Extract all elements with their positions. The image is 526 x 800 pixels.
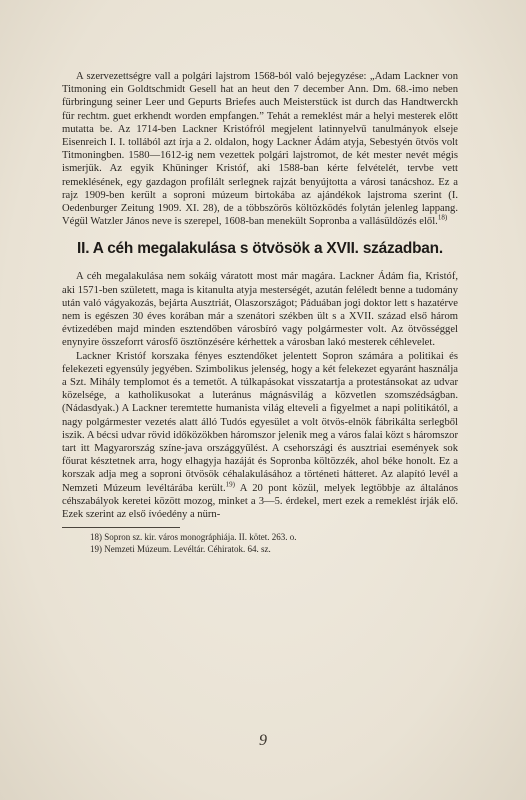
text-column bbox=[62, 70, 458, 555]
paragraph-text: A szervezettségre vall a polgári lajstrom 1568-ból való bejegyzése: „Adam Lackner von Titmoning ein Goldtschmidt Gesell hat an heut den 7 december Ann. Dm. 68.-imo neben fürbringung seiner Leer und Gepurts Briefes auch Meisterstück ist durch das Handtwerckh für rechtm. guet erkhendt worden empfangen.” Tehát a remeklést már a helyi mesterek előtt mutatta be. Az 1714-ben Lackner Kristófról megjelent latinnyelvű tanulmányok elseje Eisenreich I. I. tollából azt írja a 2. oldalon, hogy Lackner Ádám atyja, Sebestyén ötvös volt Titmoningben. 1580—1612-ig nem vezettek polgári lajstromot, de két mester nevét mégis ismerjük. Az egyik Khüninger Kristóf, aki 1588-ban kérte felvételét, tervbe vett remeklésének, egy gazdagon profilált serlegnek rajzát benyújtotta a városi tanácshoz. Ez a rajz 1909-ben került a soproni múzeum birtokába az ajándékok lajstroma szerint (I. Oedenburger Zeitung 1909. XI. 28), de a többszörös költözködés folytán jelenleg lappang. Végül Watzler János neve is szerepel, 1608-ban menekült Sopronba a vallásüldözés elől. bbox=[62, 71, 458, 228]
footnote-ref-19: 19) bbox=[225, 480, 235, 489]
footnote-19: 19) Nemzeti Múzeum. Levéltár. Céhiratok. 64. sz. bbox=[90, 543, 271, 554]
paragraph-text-continued: A 20 pont közül, melyek legtöbbje az általános céhszabályok keretei között mozog, minket a 3—5. érdekel, mert ezek a remeklést írják elő. Ezek szerint az első ívóedény a nürn- bbox=[62, 482, 458, 521]
footnote-divider bbox=[62, 527, 180, 528]
paragraph-guild-registry bbox=[62, 70, 458, 228]
footnote-18: 18) Sopron sz. kir. város monográphiája. II. kötet. 263. o. bbox=[90, 532, 297, 543]
paragraph-lackner-era bbox=[62, 350, 458, 522]
footnote-ref-18: 18) bbox=[437, 213, 448, 222]
section-two bbox=[62, 270, 458, 521]
paragraph-guild-founding: A céh megalakulása nem sokáig váratott most már magára. Lackner Ádám fia, Kristóf, aki 1571-ben született, maga is kitanulta atyja mesterségét, azután feléledt benne a tudomány után való vágyakozás, bejárta Ausztriát, Olaszországot; Páduában jogi doktor lett s hazatérve nem is egészen 30 éves korában már a szenátori székben ült s a XVII. század első három évtizedében majd minden esztendőben városbíró vagy polgármester volt. Az ötvösséggel enynyire összeforrt városfő ösztönzésére kérhettek a városban lakó mesterek céhlevelet. bbox=[62, 271, 458, 349]
page-number: 9 bbox=[259, 732, 267, 749]
paragraph-text: Lackner Kristóf korszaka fényes esztendőket jelentett Sopron számára a politikai és felekezeti egyensúly jegyében. Szimbolikus jelenség, hogy a két felekezet egyaránt használja a Szt. Mihály templomot és a temetőt. A túlkapásokat visszatartja a protestánsokat az udvar közelsége, a katholikusokat a luteránus mágnásvilág a közvetlen szomszédságban. (Nádasdyak.) A Lackner teremtette humanista világ elteveli a figyelmet a napi politikától, a nagy polgármester vezetés alatt álló Tudós egyesület a volt ötvös-elnök fábrikálta serlegből iszik. A bécsi udvar rövid időközökben háromszor jelenik meg a város falai közt s háromszor tart itt Magyarország színe-java országgyűlést. A csehországi és ausztriai események sok főurat késztetnek arra, hogy elhagyja hazáját és Sopronba költözzék, ahol béke honolt. Ez a korszak adja meg a soproni ötvösök céhalakulásához a történeti hátteret. Az alapító levél a Nemzeti Múzeum levéltárába került. bbox=[62, 350, 458, 494]
section-one bbox=[62, 70, 458, 228]
section-heading: II. A céh megalakulása s ötvösök a XVII. században. bbox=[77, 240, 443, 258]
footnotes bbox=[62, 532, 458, 555]
